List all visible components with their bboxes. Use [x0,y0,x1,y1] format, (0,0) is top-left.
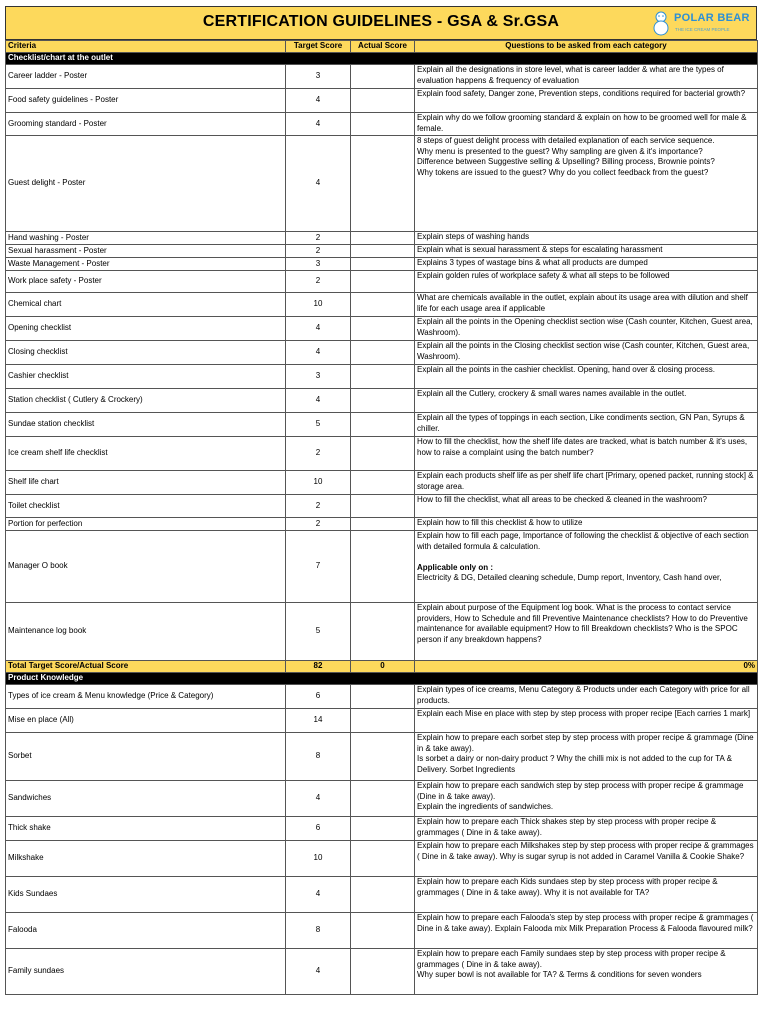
actual-score-cell[interactable] [351,531,415,603]
criteria-cell: Ice cream shelf life checklist [6,437,286,471]
table-row [6,136,758,232]
actual-score-cell[interactable] [351,817,415,841]
criteria-cell: Closing checklist [6,341,286,365]
criteria-cell: Sexual harassment - Poster [6,245,286,258]
table-row [6,232,758,245]
actual-score-cell[interactable] [351,245,415,258]
criteria-cell: Sundae station checklist [6,413,286,437]
target-score-cell: 5 [286,603,351,661]
question-cell: How to fill the checklist, what all areas to be checked & cleaned in the washroom? [415,495,758,518]
actual-score-cell[interactable] [351,413,415,437]
criteria-cell: Hand washing - Poster [6,232,286,245]
actual-score-cell[interactable] [351,709,415,733]
question-cell: Explain how to fill this checklist & how to utilize [415,518,758,531]
table-row [6,877,758,913]
criteria-cell: Portion for perfection [6,518,286,531]
question-cell: Explain how to prepare each Kids sundaes step by step process with proper recipe & grammages ( Dine in & take away). Why it is not available for TA? [415,877,758,913]
target-score-cell: 4 [286,136,351,232]
actual-score-cell[interactable] [351,317,415,341]
table-row [6,245,758,258]
actual-score-cell[interactable] [351,437,415,471]
question-cell: 8 steps of guest delight process with detailed explanation of each service sequence. Why menu is presented to the guest? Why sampling are given & it's importance? Difference between Suggestive selling & Upselling? Billing process, Brownie points? Why tokens are issued to the guest? Why do you collect feedback from the guest? [415,136,758,232]
criteria-cell: Family sundaes [6,949,286,995]
criteria-cell: Shelf life chart [6,471,286,495]
actual-score-cell[interactable] [351,136,415,232]
polar-bear-icon [650,10,672,36]
actual-score-cell[interactable] [351,518,415,531]
actual-score-cell[interactable] [351,113,415,136]
target-score-cell: 2 [286,518,351,531]
target-score-cell: 4 [286,341,351,365]
target-score-cell: 2 [286,245,351,258]
table-row [6,341,758,365]
applicable-text: Electricity & DG, Detailed cleaning schedule, Dump report, Inventory, Cash hand over, [417,573,722,582]
criteria-cell: Station checklist ( Cutlery & Crockery) [6,389,286,413]
target-score-cell: 6 [286,817,351,841]
target-score-cell: 4 [286,949,351,995]
actual-score-cell[interactable] [351,495,415,518]
table-row [6,65,758,89]
criteria-cell: Thick shake [6,817,286,841]
applicable-label: Applicable only on : [417,562,494,572]
col-criteria: Criteria [6,41,286,53]
table-row [6,317,758,341]
criteria-cell: Mise en place (All) [6,709,286,733]
actual-score-cell[interactable] [351,841,415,877]
table-row [6,685,758,709]
target-score-cell: 4 [286,781,351,817]
target-score-cell: 2 [286,232,351,245]
criteria-cell: Opening checklist [6,317,286,341]
logo-tagline: THE ICE CREAM PEOPLE [675,27,730,32]
target-score-cell: 6 [286,685,351,709]
target-score-cell: 8 [286,913,351,949]
criteria-cell: Sorbet [6,733,286,781]
table-row [6,949,758,995]
table-row [6,518,758,531]
question-cell: Explain all the designations in store level, what is career ladder & what are the types of evaluation happens & frequency of evaluation [415,65,758,89]
target-score-cell: 7 [286,531,351,603]
question-cell: Explain golden rules of workplace safety & what all steps to be followed [415,271,758,293]
question-cell: Explain why do we follow grooming standard & explain on how to be groomed well for male & female. [415,113,758,136]
question-cell: Explain all the points in the Opening checklist section wise (Cash counter, Kitchen, Guest area, Washroom). [415,317,758,341]
target-score-cell: 3 [286,365,351,389]
target-score-cell: 10 [286,293,351,317]
table-row [6,531,758,603]
section-header [6,673,758,685]
table-row [6,841,758,877]
table-row [6,817,758,841]
question-cell: Explain all the points in the Closing checklist section wise (Cash counter, Kitchen, Guest area, Washroom). [415,341,758,365]
target-score-cell: 14 [286,709,351,733]
target-score-cell: 4 [286,877,351,913]
table-row [6,603,758,661]
criteria-cell: Sandwiches [6,781,286,817]
actual-score-cell[interactable] [351,89,415,113]
target-score-cell: 4 [286,317,351,341]
question-cell: Explain food safety, Danger zone, Prevention steps, conditions required for bacterial growth? [415,89,758,113]
section-title: Checklist/chart at the outlet [6,53,758,65]
question-cell [415,531,758,603]
question-cell: Explain all the Cutlery, crockery & small wares names available in the outlet. [415,389,758,413]
question-cell: Explain each Mise en place with step by step process with proper recipe [Each carries 1 mark] [415,709,758,733]
question-cell: Explain how to prepare each sandwich step by step process with proper recipe & grammage (Dine in & take away). Explain the ingredients of sandwiches. [415,781,758,817]
question-cell: Explain how to prepare each Family sundaes step by step process with proper recipe & grammages ( Dine in & take away). Why super bowl is not available for TA? & Terms & conditions for seven wonders [415,949,758,995]
table-row [6,437,758,471]
criteria-cell: Manager O book [6,531,286,603]
question-cell: Explain steps of washing hands [415,232,758,245]
table-row [6,913,758,949]
section-header [6,53,758,65]
actual-score-cell[interactable] [351,389,415,413]
table-row [6,733,758,781]
criteria-cell: Guest delight - Poster [6,136,286,232]
criteria-cell: Food safety guidelines - Poster [6,89,286,113]
target-score-cell: 10 [286,471,351,495]
actual-score-cell[interactable] [351,877,415,913]
criteria-cell: Career ladder - Poster [6,65,286,89]
target-score-cell: 10 [286,841,351,877]
actual-score-cell[interactable] [351,781,415,817]
table-row [6,365,758,389]
criteria-cell: Grooming standard - Poster [6,113,286,136]
target-score-cell: 2 [286,437,351,471]
actual-score-cell[interactable] [351,949,415,995]
table-row [6,89,758,113]
question-cell: Explain about purpose of the Equipment log book. What is the process to contact service providers, How to Schedule and fill Preventive Maintenance checklists? How to do Preventive maintenance for available equipment? How to fill Breakdown checklists? Who is the SPOC person if any breakdown happens? [415,603,758,661]
header-row [6,41,758,53]
criteria-cell: Work place safety - Poster [6,271,286,293]
total-target-score: 82 [286,661,351,673]
col-actual-score: Actual Score [351,41,415,53]
criteria-cell: Chemical chart [6,293,286,317]
actual-score-cell[interactable] [351,603,415,661]
actual-score-cell[interactable] [351,913,415,949]
table-row [6,389,758,413]
criteria-cell: Waste Management - Poster [6,258,286,271]
target-score-cell: 3 [286,258,351,271]
table-row [6,495,758,518]
table-row [6,113,758,136]
section-title: Product Knowledge [6,673,758,685]
target-score-cell: 8 [286,733,351,781]
total-percentage: 0% [415,661,758,673]
question-cell: Explains 3 types of wastage bins & what all products are dumped [415,258,758,271]
question-cell: What are chemicals available in the outlet, explain about its usage area with dilution and shelf life for each usage area if applicable [415,293,758,317]
question-cell: How to fill the checklist, how the shelf life dates are tracked, what is batch number & it's uses, how to raise a complaint using the batch number? [415,437,758,471]
actual-score-cell[interactable] [351,733,415,781]
question-cell: Explain all the points in the cashier checklist. Opening, hand over & closing process. [415,365,758,389]
col-questions: Questions to be asked from each category [415,41,758,53]
title-bar [5,6,757,40]
actual-score-cell[interactable] [351,271,415,293]
criteria-cell: Milkshake [6,841,286,877]
certification-sheet [5,6,757,995]
table-row [6,258,758,271]
question-cell: Explain each products shelf life as per shelf life chart [Primary, opened packet, running stock] & storage area. [415,471,758,495]
actual-score-cell[interactable] [351,293,415,317]
target-score-cell: 3 [286,65,351,89]
criteria-cell: Toilet checklist [6,495,286,518]
question-cell: Explain how to prepare each Falooda's step by step process with proper recipe & grammages ( Dine in & take away). Explain Falooda mix Milk Preparation Process & Falooda flavoured milk? [415,913,758,949]
criteria-cell: Maintenance log book [6,603,286,661]
table-row [6,413,758,437]
page-title: CERTIFICATION GUIDELINES - GSA & Sr.GSA [202,13,560,30]
actual-score-cell[interactable] [351,232,415,245]
criteria-cell: Cashier checklist [6,365,286,389]
table-row [6,709,758,733]
actual-score-cell[interactable] [351,471,415,495]
total-actual-score: 0 [351,661,415,673]
question-cell: Explain how to prepare each Thick shakes step by step process with proper recipe & grammages ( Dine in & take away). [415,817,758,841]
actual-score-cell[interactable] [351,341,415,365]
question-cell: Explain types of ice creams, Menu Category & Products under each Category with price for all products. [415,685,758,709]
actual-score-cell[interactable] [351,65,415,89]
actual-score-cell[interactable] [351,685,415,709]
logo-brand: POLAR BEAR [674,12,750,24]
table-row [6,271,758,293]
criteria-cell: Types of ice cream & Menu knowledge (Price & Category) [6,685,286,709]
target-score-cell: 2 [286,495,351,518]
target-score-cell: 2 [286,271,351,293]
question-text: Explain how to fill each page, Importance of following the checklist & objective of each section with detailed formula & calculation. [417,531,749,551]
col-target-score: Target Score [286,41,351,53]
table-row [6,781,758,817]
question-cell: Explain how to prepare each Milkshakes step by step process with proper recipe & grammages ( Dine in & take away). Why is sugar syrup is not added in Caramel Vanilla & Cookie Shake? [415,841,758,877]
table-row [6,293,758,317]
total-label: Total Target Score/Actual Score [6,661,286,673]
question-cell: Explain all the types of toppings in each section, Like condiments section, GN Pan, Syrups & chiller. [415,413,758,437]
target-score-cell: 5 [286,413,351,437]
question-cell: Explain how to prepare each sorbet step by step process with proper recipe & grammage (Dine in & take away). Is sorbet a dairy or non-dairy product ? Why the chilli mix is not added to the cup for TA & Delivery. Sorbet Ingredients [415,733,758,781]
total-row [6,661,758,673]
table-row [6,471,758,495]
target-score-cell: 4 [286,389,351,413]
target-score-cell: 4 [286,113,351,136]
actual-score-cell[interactable] [351,258,415,271]
actual-score-cell[interactable] [351,365,415,389]
guidelines-table [5,40,758,995]
polar-bear-logo [648,8,752,38]
criteria-cell: Falooda [6,913,286,949]
criteria-cell: Kids Sundaes [6,877,286,913]
question-cell: Explain what is sexual harassment & steps for escalating harassment [415,245,758,258]
target-score-cell: 4 [286,89,351,113]
